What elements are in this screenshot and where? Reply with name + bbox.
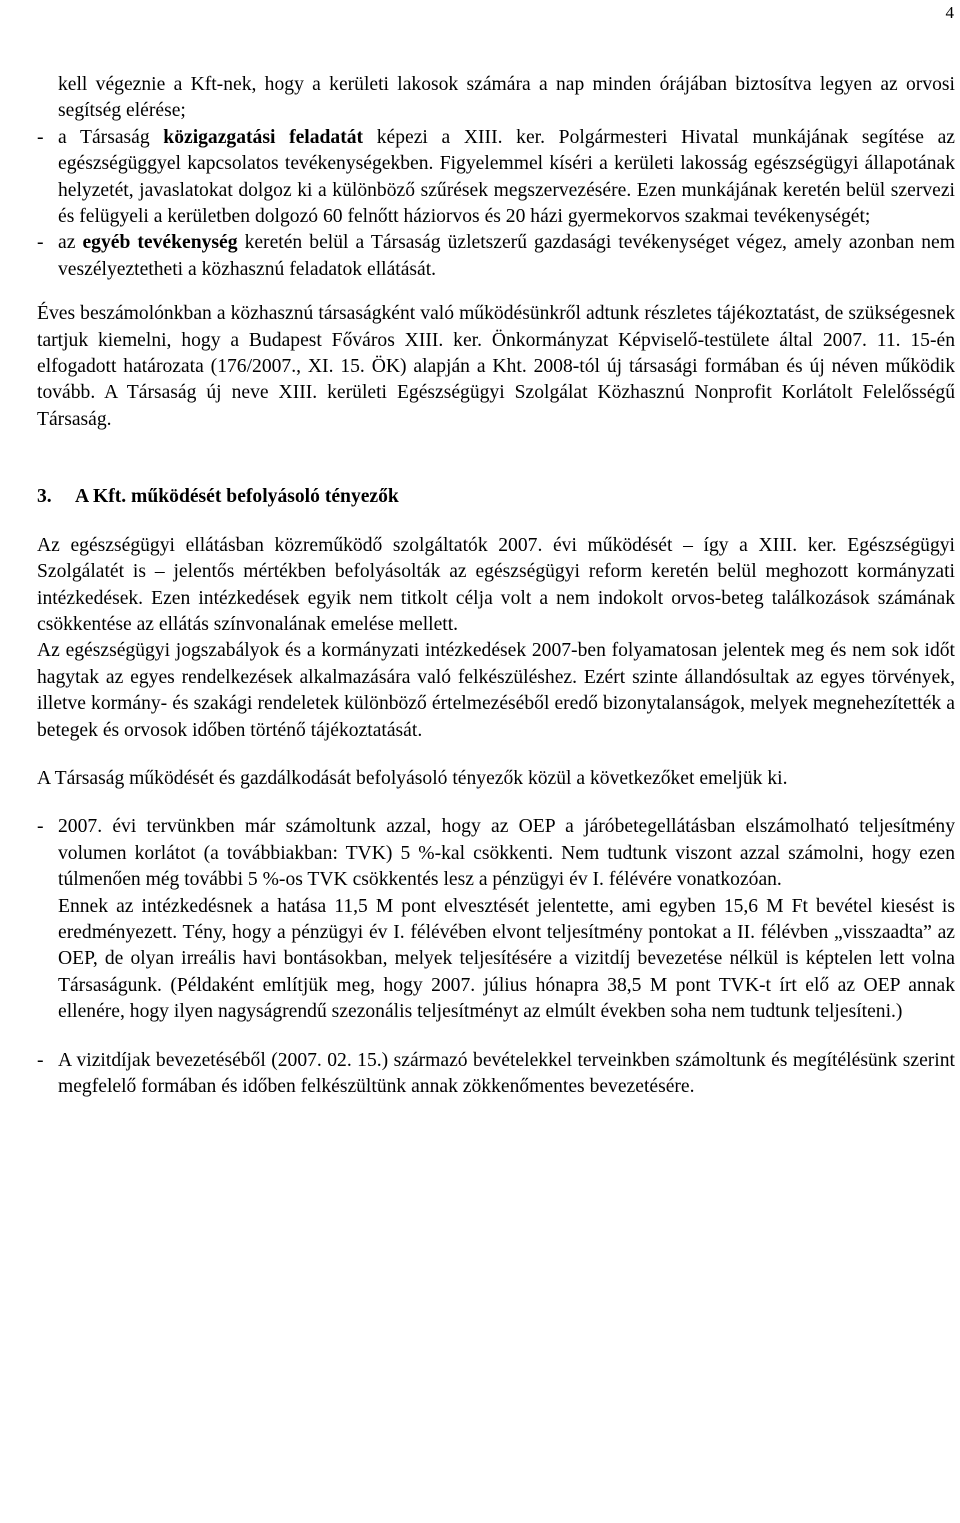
section-number: 3. bbox=[37, 486, 52, 508]
continued-paragraph: kell végeznie a Kft-nek, hogy a kerületi lakosok számára a nap minden órájában biztosítva legyen az orvosi segítség elérése; bbox=[58, 74, 955, 122]
list-item-text: A vizitdíjak bevezetéséből (2007. 02. 15.) származó bevételekkel terveinkben számoltunk és megítélésünk szerint megfelelő formában és időben felkészültünk annak zökkenőmentes bevezetésére. bbox=[58, 1049, 955, 1097]
bullet-dash: - bbox=[37, 816, 44, 838]
list-item-text: az egyéb tevékenység keretén belül a Társaság üzletszerű gazdasági tevékenységet végez, amely azonban nem veszélyeztetheti a közhasznú feladatok ellátását. bbox=[58, 232, 955, 280]
list-item-vizitdij bbox=[37, 1048, 955, 1101]
bullet-dash: - bbox=[37, 232, 44, 254]
list-item-other-activity bbox=[37, 230, 955, 283]
section-title: A Kft. működését befolyásoló tényezők bbox=[75, 486, 399, 508]
bullet-dash: - bbox=[37, 1049, 44, 1071]
document-body bbox=[37, 72, 955, 1100]
bullet-dash: - bbox=[37, 126, 44, 148]
list-item-tvk bbox=[37, 814, 955, 1025]
list-item-public-admin bbox=[37, 125, 955, 231]
list-item-text: a Társaság közigazgatási feladatát képezi a XIII. ker. Polgármesteri Hivatal munkájának segítése az egészségüggyel kapcsolatos tevékenységekben. Figyelemmel kíséri a kerületi lakosság egészségügyi állapotának helyzetét, javaslatokat dolgoz ki a különböző szűrések megszervezésére. Ezen munkájának keretén belül szervezi és felügyeli a kerületben dolgozó 60 felnőtt háziorvos és 20 házi gyermekorvos szakmai tevékenységét; bbox=[58, 126, 955, 228]
section-heading bbox=[37, 484, 955, 510]
report-paragraph: Éves beszámolónkban a közhasznú társaságként való működésünkről adtunk részletes tájékoztatást, de szükségesnek tartjuk kiemelni, hogy a Budapest Főváros XIII. ker. Önkormányzat Képviselő-testülete által 2007. 11. 15-én elfogadott határozata (176/2007., XI. 15. ÖK) alapján a Kht. 2008-tól új társasági formában és új néven működik tovább. A Társaság új neve XIII. kerületi Egészségügyi Szolgálat Közhasznú Nonprofit Korlátolt Felelősségű Társaság. bbox=[37, 303, 955, 430]
bold-term: egyéb tevékenység bbox=[82, 232, 238, 254]
page-number: 4 bbox=[945, 3, 954, 22]
bold-term: közigazgatási feladatát bbox=[163, 126, 364, 148]
paragraph-reform: Az egészségügyi ellátásban közreműködő szolgáltatók 2007. évi működését – így a XIII. ker. Egészségügyi Szolgálatét is – jelentős mértékben befolyásolták az egészségügyi reform keretén belül meghozott kormányzati intézkedések. Ezen intézkedések egyik nem titkolt célja volt a nem indokolt orvos-beteg találkozások számának csökkentése az ellátás színvonalának emelése mellett. bbox=[37, 534, 955, 635]
paragraph-factors-intro: A Társaság működését és gazdálkodását befolyásoló tényezők közül a következőket emeljük ki. bbox=[37, 767, 788, 789]
paragraph-regulations: Az egészségügyi jogszabályok és a kormányzati intézkedések 2007-ben folyamatosan jelentek meg és nem sok időt hagytak az egyes rendelkezések alkalmazására való felkészüléshez. Ezért szinte állandósultak az egyes törvények, illetve kormány- és szakági rendeletek különböző értelmezéséből eredő bizonytalanságok, melyek megnehezítették a betegek és orvosok időben történő tájékoztatását. bbox=[37, 640, 955, 741]
list-item-text: 2007. évi tervünkben már számoltunk azzal, hogy az OEP a járóbetegellátásban elszámolható teljesítmény volumen korlátot (a továbbiakban: TVK) 5 %-kal csökkenti. Nem tudtunk viszont azzal számolni, hogy ezen túlmenően még további 5 %-os TVK csökkentés lesz a pénzügyi év I. félévére vonatkozóan. Ennek az intézkedésnek a hatása 11,5 M pont elvesztését jelentette, ami egyben 15,6 M Ft bevétel kiesést is eredményezett. Tény, hogy a pénzügyi év I. félévében elvont teljesítmény pontokat a II. félévben „visszaadta” az OEP, de olyan irreális havi bontásokban, melyek teljesítésére a vizitdíj bevezetése nélkül is képtelen lett volna Társaságunk. (Példaként említjük meg, hogy 2007. július hónapra 38,5 M pont TVK-t írt elő az OEP annak ellenére, hogy ilyen nagyságrendű szezonális teljesítményt az elmúlt években soha nem tudtunk teljesíteni.) bbox=[58, 816, 955, 1023]
